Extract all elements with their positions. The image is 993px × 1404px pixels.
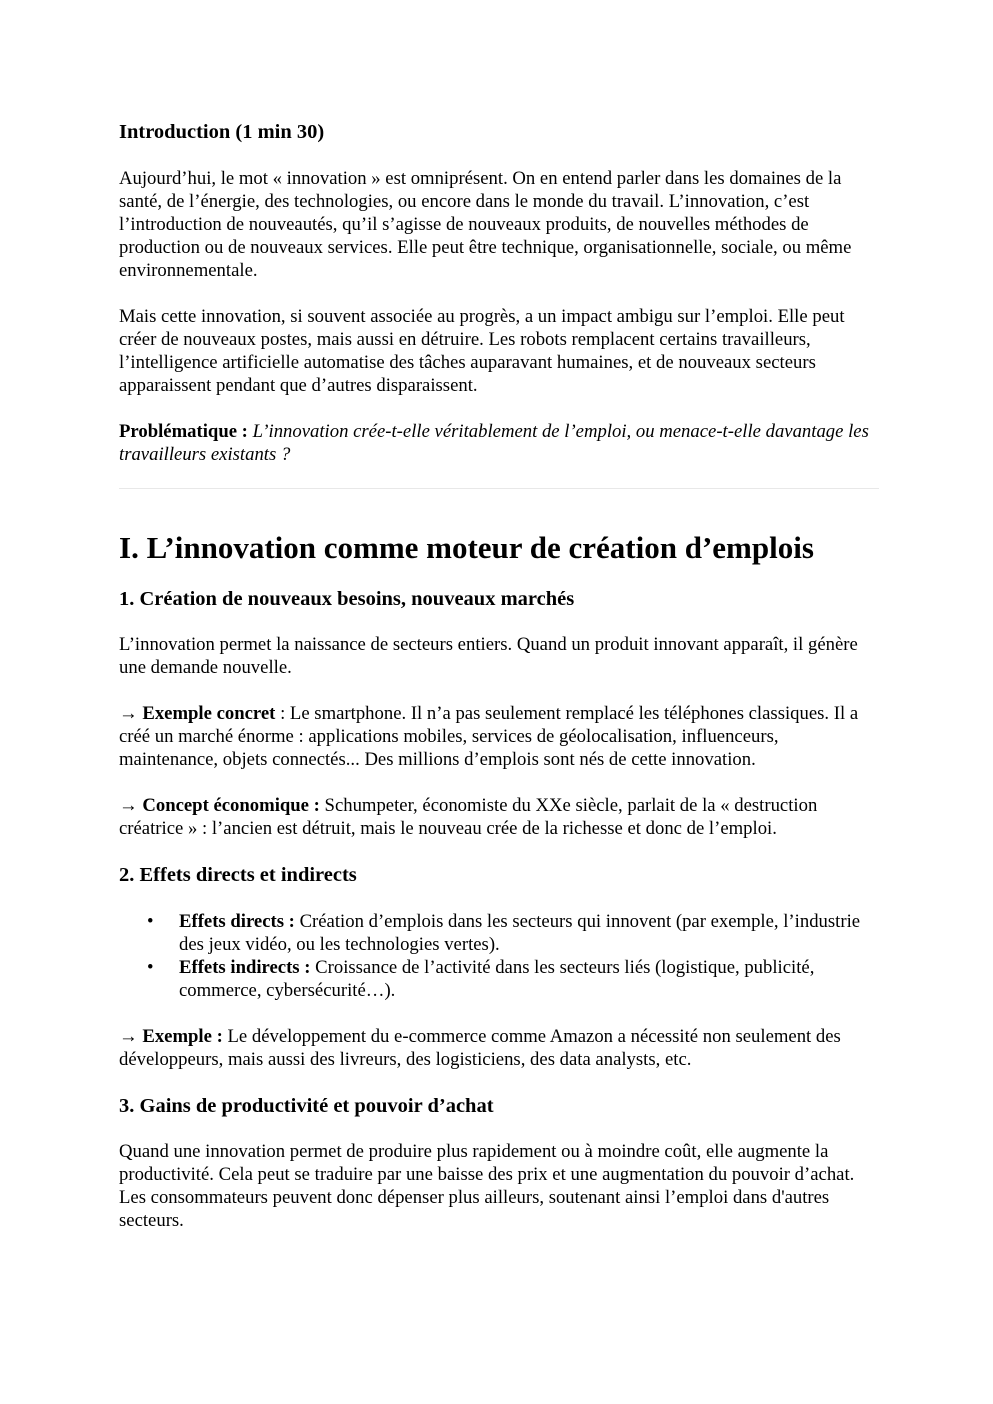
intro-heading: Introduction (1 min 30) (119, 121, 325, 143)
problematique-paragraph (119, 420, 879, 466)
bullet-icon: • (147, 957, 154, 978)
concept-label: Concept économique : (142, 795, 320, 816)
section-3-heading: 3. Gains de productivité et pouvoir d’achat (119, 1095, 494, 1117)
part1-heading: I. L’innovation comme moteur de création d’emplois (119, 530, 814, 565)
problematique-label: Problématique : (119, 421, 248, 442)
effects-indirects-label: Effets indirects : (179, 957, 311, 978)
example-concret-paragraph (119, 702, 879, 771)
list-item (147, 956, 879, 1002)
example-concret-text: : Le smartphone. Il n’a pas seulement remplacé les téléphones classiques. Il a créé un marché énorme : applications mobiles, services de géolocalisation, influenceurs, maintenance, objets connectés... Des millions d’emplois sont nés de cette innovation. (119, 703, 859, 770)
intro-paragraph-1: Aujourd’hui, le mot « innovation » est omniprésent. On en entend parler dans les domaines de la santé, de l’énergie, des technologies, ou encore dans le monde du travail. L’innovation, c’est l’introduction de nouveautés, qu’il s’agisse de nouveaux produits, de nouvelles méthodes de production ou de nouveaux services. Elle peut être technique, organisationnelle, sociale, ou même environnementale. (119, 168, 852, 281)
effects-directs-text: Création d’emplois dans les secteurs qui innovent (par exemple, l’industrie des jeux vidéo, ou les technologies vertes). (179, 911, 861, 955)
bullet-icon: • (147, 911, 154, 932)
arrow-icon: → (119, 795, 138, 816)
example-label: Exemple : (142, 1026, 223, 1047)
section-divider (119, 488, 879, 489)
problematique-text: L’innovation crée-t-elle véritablement de l’emploi, ou menace-t-elle davantage les travailleurs existants ? (119, 421, 869, 465)
effects-indirects-text: Croissance de l’activité dans les secteurs liés (logistique, publicité, commerce, cybersécurité…). (179, 957, 815, 1001)
effects-list (119, 910, 879, 1002)
section-2-heading: 2. Effets directs et indirects (119, 864, 357, 886)
section-3-paragraph: Quand une innovation permet de produire plus rapidement ou à moindre coût, elle augmente la productivité. Cela peut se traduire par une baisse des prix et une augmentation du pouvoir d’achat. Les consommateurs peuvent donc dépenser plus ailleurs, soutenant ainsi l’emploi dans d'autres secteurs. (119, 1141, 855, 1231)
section-1-paragraph: L’innovation permet la naissance de secteurs entiers. Quand un produit innovant apparaît, il génère une demande nouvelle. (119, 634, 858, 678)
example-paragraph (119, 1025, 879, 1071)
concept-text: Schumpeter, économiste du XXe siècle, parlait de la « destruction créatrice » : l’ancien est détruit, mais le nouveau crée de la richesse et donc de l’emploi. (119, 795, 818, 839)
arrow-icon: → (119, 703, 138, 724)
intro-paragraph-2: Mais cette innovation, si souvent associée au progrès, a un impact ambigu sur l’emploi. Elle peut créer de nouveaux postes, mais aussi en détruire. Les robots remplacent certains travailleurs, l’intelligence artificielle automatise des tâches auparavant humaines, et de nouveaux secteurs apparaissent pendant que d’autres disparaissent. (119, 306, 845, 396)
list-item (147, 910, 879, 956)
effects-directs-label: Effets directs : (179, 911, 295, 932)
document-content (119, 119, 879, 1232)
arrow-icon: → (119, 1026, 138, 1047)
example-text: Le développement du e-commerce comme Amazon a nécessité non seulement des développeurs, mais aussi des livreurs, des logisticiens, des data analysts, etc. (119, 1026, 841, 1070)
section-1-heading: 1. Création de nouveaux besoins, nouveaux marchés (119, 588, 575, 610)
concept-paragraph (119, 794, 879, 840)
example-concret-label: Exemple concret (142, 703, 276, 724)
